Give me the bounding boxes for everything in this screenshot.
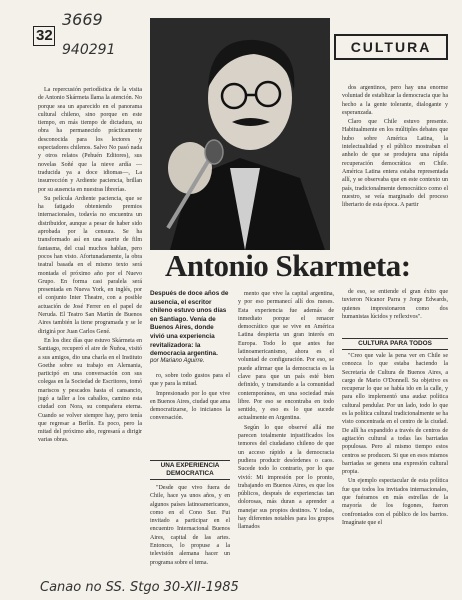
article-column-2 <box>150 372 230 458</box>
paragraph: "Desde que vivo fuera de Chile, hace ya unos años, y en algunos países latinoamericanos, como en el Cono Sur. Fui invitado a participar en el encuentro Internacional Buenos Aires, capital de las artes. Entonces, lo propuse a la televisión alemana hacer un programa sobre el tema. <box>150 485 230 566</box>
page-number: 32 <box>36 27 53 44</box>
paragraph: Su película Ardiente paciencia, que se ha fatigado obteniendo premios internacionales, todavía no encuentra un distribuidor, aunque a pesar de haber sido aprobada por la censura. Se ha transformado así en una suerte de film fantasma, del cual muchos hablan, pero pocos han visto. Afortunadamente, la obra teatral basada en el mismo texto será montada el próximo año por el Nuevo Grupo. En forma casi paralela será presentada en Nueva York, en inglés, por el conjunto Inter Theatre, con a posible actuación de José Ferrer en el papel de Neruda. El Teatro San Martín de Buenos Aires también la tiene programada y se le dirigirá por Juan Carlos Gené. <box>38 195 142 335</box>
paragraph: Según lo que observé allá me parecen totalmente injustificados los temores del ciudadano chileno de que un acceso rápido a la democracia pudiera producir desórdenes o caos. Sucede todo lo contrario, por lo que vivió: Mi impresión por lo pronto, trabajando en Buenos Aires, es que los públicos, después de experiencias tan dolorosas, más duran a aprender a manejar sus propios destinos. Y todas, hay diferentes notables para los grupos llamados <box>238 424 334 531</box>
headline: Antonio Skarmeta: <box>165 248 411 283</box>
paragraph: La repercusión periodística de la visita de Antonio Skármeta llama la atención. No porque sea un aparecido en el panorama cultural chileno, sino porque en este tiempo, en más tiempo de dictadura, su obra ha permanecido prácticamente desconocida para los lectores y espectadores chilenos. Salvo No pasó nada y otros relatos (Pehuén Editores), sus novelas Soñé que la nieve ardía —traducida ya a doce idiomas—, La insurrección y Ardiente paciencia, brillan por su ausencia en nuestras librerías. <box>38 87 142 193</box>
portrait-drawing <box>150 18 330 250</box>
handwritten-code-bottom: 940291 <box>62 42 116 58</box>
paragraph: dos argentinos, pero hay una enorme voluntad de establizar la democracia que ha hecho a la gente tolerante, dialogante y esperanzada. <box>342 85 448 116</box>
paragraph: "Creo que vale la pena ver en Chile se conozca lo que estaba haciendo la Secretaría de Cultura de Buenos Aires, a cargo de Mario O'Donnell. Su objetivo es recuperar lo que se había ido en la calle, y para ello implementó una audaz política cultural pendular. Por un lado, todo lo que es la política cultural tradicionalmente se ha visto concentrada en el centro de la ciudad. De allí ha expandido a través de centros de agitación cultural a todas las barriadas populosas. Pero al mismo tiempo estos centros se producen. Si que en esos mismos barriadas se genera una expresión cultural propia. <box>342 353 448 476</box>
handwritten-footer: Canao no SS. Stgo 30-XII-1985 <box>40 580 239 595</box>
byline: por Mariano Aguirre. <box>150 358 205 364</box>
paragraph: En los diez días que estuvo Skármeta en Santiago, recuperó el aire de Ñuñoa, visitó a sus amigos, dio una charla en el Instituto Goethe sobre su trabajo en Alemania, participó en una conversación con sus colegas en la Sociedad de Escritores, tomó mariscos y pescados hasta el cansancio, jugó a taller a los caballos, camino esta ciudad con Nora, su compañera eterna. Cuando se volver siempre hay, pero tenía que regresar a Berlín. Es poco, pero la mitad del próximo año, regresará a dirigir varias obras. <box>38 337 142 444</box>
subheading-democratic-experience: UNA EXPERIENCIA DEMOCRATICA <box>150 460 230 480</box>
paragraph: Un ejemplo espectacular de esta política fue que todos los invitados internacionales, que fuéramos en más estrellas de la mayoría de los fogones, fueron confrontados con el público de los barrios. Imagínate que el <box>342 478 448 526</box>
handwritten-code-top: 3669 <box>62 10 103 29</box>
article-column-1 <box>38 86 142 578</box>
article-column-4-top <box>342 84 448 249</box>
article-column-4-middle <box>342 288 448 334</box>
paragraph: de eso, se entiende el gran éxito que tuvieron Nicanor Parra y Jorge Edwards, quienes impresionaron como dos humanistas lúcidos y reflexivos". <box>342 289 448 320</box>
paragraph: mento que vive la capital argentina, y por eso permanecí allí dos meses. Esta experiencia fue además de inmediato porque el renacer democrático que se vive en América Latina despierta un gran interés en Europa. Todo lo que antes fue latinoamericanismo, ahora es el voluntad de configuración. Por eso, se puede afirmar que la democracia es la clave para que un país esté bien definido, y transitando a la comunidad contemporánea, en una sociedad más libre. Por eso se encontraba en todo sentido, y eso es lo que sucede actualmente en Argentina. <box>238 291 334 422</box>
lead-summary: Después de doce años de ausencia, el escritor chileno estuvo unos días en Santiago. Venía de Buenos Aires, donde vivió una experiencia revitalizadora: la democracia argentina. <box>150 290 229 358</box>
article-column-4-bottom <box>342 352 448 578</box>
paragraph: ro, sobre todo gustos para el que y para la mitad. <box>150 373 230 388</box>
subheading-culture-for-all: CULTURA PARA TODOS <box>342 338 448 350</box>
paragraph: Impresionado por lo que vive en Buenos Aires, ciudad que ama democratizarse, lo inicianos la conversación. <box>150 390 230 422</box>
section-header: CULTURA <box>334 34 448 60</box>
article-column-2-lower <box>150 484 230 578</box>
article-column-3 <box>238 290 334 578</box>
paragraph: Claro que Chile estuvo presente. Habitualmente en los múltiples debates que hubo sobre América Latina, la intelectualidad y el público mostraban el anhelo de que se produjera una rápida recuperación democrática en Chile. América Latina entera estaba representada allí, y se observaba que en este contexto un país, tradicionalmente democrático como el nuestro, se veía marginado del proceso libertario de esta época. A partir <box>342 119 448 209</box>
author-photo <box>150 18 330 250</box>
